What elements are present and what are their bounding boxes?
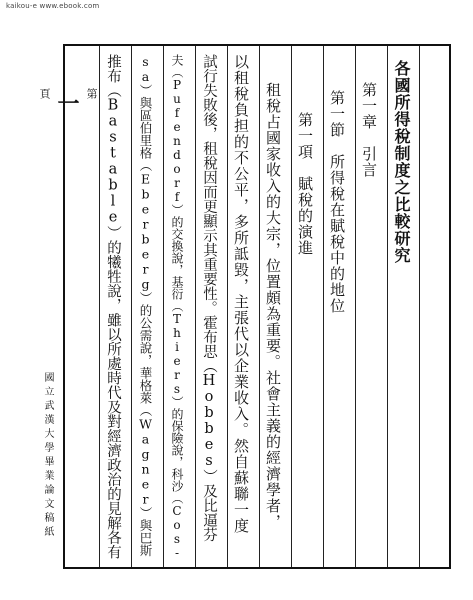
- column-rule: [355, 46, 356, 567]
- section-heading: 第一節 所得稅在賦稅中的地位: [328, 90, 346, 314]
- column-rule: [323, 46, 324, 567]
- body-text-line: 夫（Pufendorf）的交換說，基衍（Thiers）的保險說，科沙（Cos-: [170, 54, 184, 560]
- subsection-heading: 第一項 賦稅的演進: [296, 112, 314, 256]
- column-rule: [291, 46, 292, 567]
- column-rule: [227, 46, 228, 567]
- manuscript-sheet: [63, 44, 451, 569]
- column-rule: [163, 46, 164, 567]
- column-rule: [131, 46, 132, 567]
- body-text-line: 租稅占國家收入的大宗，位置頗為重要。社會主義的經濟學者，: [264, 82, 282, 530]
- page-number-suffix: 頁: [38, 88, 51, 99]
- thesis-title: 各國所得稅制度之比較研究: [392, 60, 411, 264]
- body-text-line: 試行失敗後，租稅因而更顯示其重要性。霍布思（Hobbes）及比逼芬: [201, 54, 217, 542]
- paper-imprint: 國立武漢大學畢業論文稿紙: [42, 372, 53, 540]
- column-rule: [387, 46, 388, 567]
- page-number-prefix: 第: [85, 88, 98, 99]
- column-rule: [419, 46, 420, 567]
- body-text-line: sa）與區伯里格（Eberberg）的公需說，華格萊（Wagner）與巴斯: [138, 54, 153, 557]
- column-rule: [99, 46, 100, 567]
- page-number-value: 一: [54, 92, 80, 114]
- watermark-text: kaikou-e www.ebook.com: [6, 2, 100, 10]
- body-text-line: 以租稅負担的不公平，多所詆毀，主張代以企業收入。然自蘇聯一度: [232, 54, 250, 534]
- chapter-heading: 第一章 引言: [360, 82, 378, 178]
- body-text-line: 推布（Bastable）的犧牲說，雖以所處時代及對經濟政治的見解各有: [105, 54, 121, 559]
- column-rule: [195, 46, 196, 567]
- column-rule: [259, 46, 260, 567]
